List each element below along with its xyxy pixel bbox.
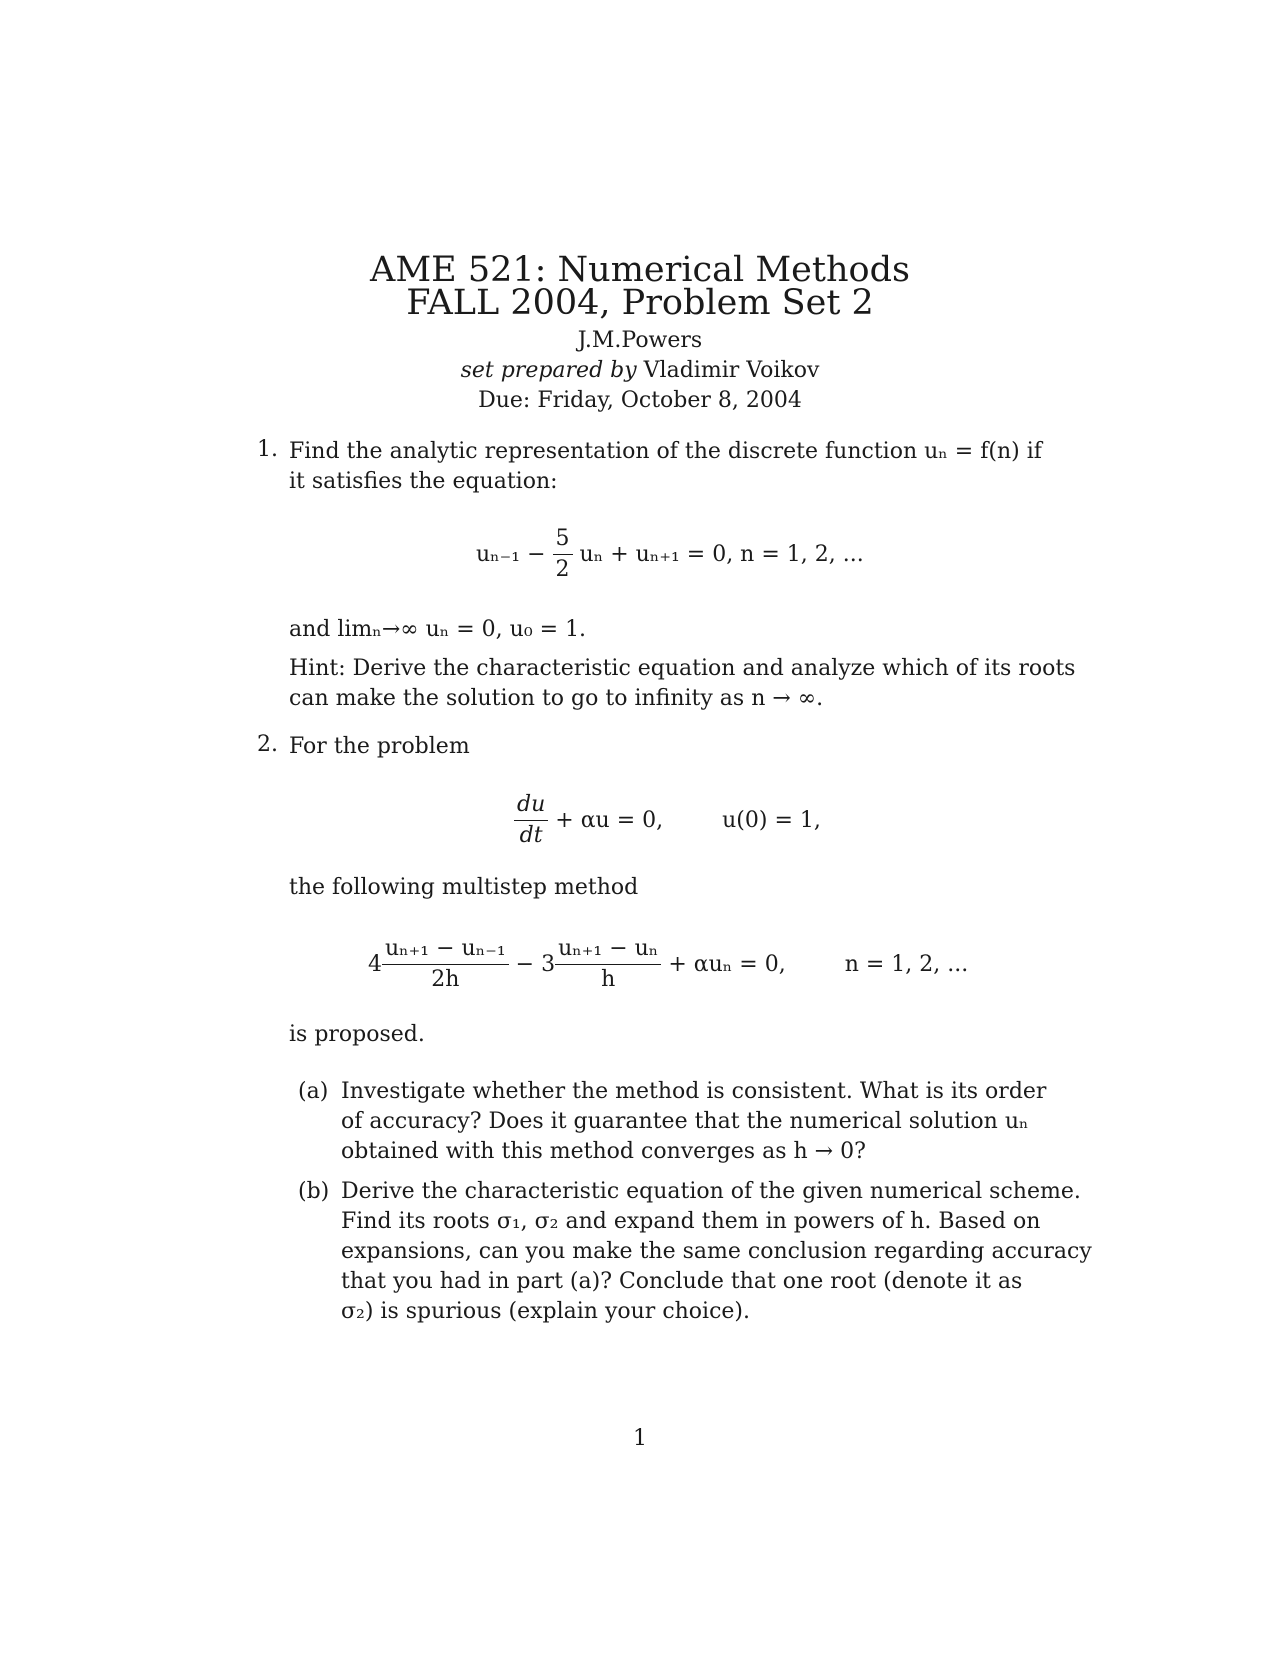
eq1-numerator: 5 <box>555 526 570 551</box>
part-b-line4: that you had in part (a)? Conclude that one root (denote it as <box>341 1269 1023 1294</box>
problem-1-limit: and limₙ→∞ uₙ = 0, u₀ = 1. <box>289 617 587 642</box>
method-index: n = 1, 2, ... <box>844 952 969 977</box>
ode-denominator: dt <box>514 820 548 851</box>
ode-equation <box>514 790 821 851</box>
problem-1-hint-line2: can make the solution to go to infinity as n → ∞. <box>289 686 824 711</box>
part-a-line1: Investigate whether the method is consistent. What is its order <box>341 1079 1047 1104</box>
method-fraction-1 <box>382 934 509 995</box>
method-den-2: h <box>555 964 661 995</box>
eq1-fraction <box>553 524 573 585</box>
problem-1-number: 1. <box>257 437 278 462</box>
problem-set-title: FALL 2004, Problem Set 2 <box>406 283 874 323</box>
ode-rest: + αu = 0, <box>555 808 664 833</box>
problem-2-intro: For the problem <box>289 734 470 759</box>
part-b-line1: Derive the characteristic equation of the given numerical scheme. <box>341 1179 1081 1204</box>
ode-numerator: du <box>517 792 546 817</box>
is-proposed: is proposed. <box>289 1022 425 1047</box>
part-b-line2: Find its roots σ₁, σ₂ and expand them in powers of h. Based on <box>341 1209 1041 1234</box>
method-intro: the following multistep method <box>289 875 639 900</box>
header <box>0 250 1280 416</box>
eq1-lhs: uₙ₋₁ − <box>476 542 546 567</box>
part-b-line3: expansions, can you make the same conclusion regarding accuracy <box>341 1239 1092 1264</box>
prepared-prefix: set prepared by <box>460 358 637 383</box>
part-a-label: (a) <box>298 1079 329 1104</box>
problem-1-line1: Find the analytic representation of the discrete function uₙ = f(n) if <box>289 439 1042 464</box>
multistep-equation <box>368 934 968 995</box>
problem-1-hint-line1: Hint: Derive the characteristic equation and analyze which of its roots <box>289 656 1076 681</box>
author: J.M.Powers <box>577 328 703 353</box>
due-date: Due: Friday, October 8, 2004 <box>478 388 802 413</box>
method-num-2: uₙ₊₁ − uₙ <box>558 936 659 961</box>
ode-initial-condition: u(0) = 1, <box>722 808 821 833</box>
problem-1-line2: it satisfies the equation: <box>289 469 558 494</box>
prepared-by <box>0 356 1280 386</box>
part-a-line2: of accuracy? Does it guarantee that the numerical solution uₙ <box>341 1109 1029 1134</box>
ode-derivative <box>514 790 548 851</box>
part-b-line5: σ₂) is spurious (explain your choice). <box>341 1299 751 1324</box>
problem-1-equation <box>476 524 864 585</box>
preparer-name: Vladimir Voikov <box>643 358 820 383</box>
method-coef-1: 4 <box>368 952 382 977</box>
course-title: AME 521: Numerical Methods <box>370 250 910 290</box>
page-number: 1 <box>633 1426 647 1451</box>
method-coef-2: − 3 <box>515 952 556 977</box>
method-num-1: uₙ₊₁ − uₙ₋₁ <box>385 936 506 961</box>
eq1-rhs: uₙ + uₙ₊₁ = 0, n = 1, 2, ... <box>579 542 864 567</box>
problem-2-number: 2. <box>257 732 278 757</box>
eq1-denominator: 2 <box>553 554 573 585</box>
method-rest: + αuₙ = 0, <box>668 952 786 977</box>
part-b-label: (b) <box>298 1179 330 1204</box>
method-fraction-2 <box>555 934 661 995</box>
method-den-1: 2h <box>382 964 509 995</box>
part-a-line3: obtained with this method converges as h → 0? <box>341 1139 866 1164</box>
